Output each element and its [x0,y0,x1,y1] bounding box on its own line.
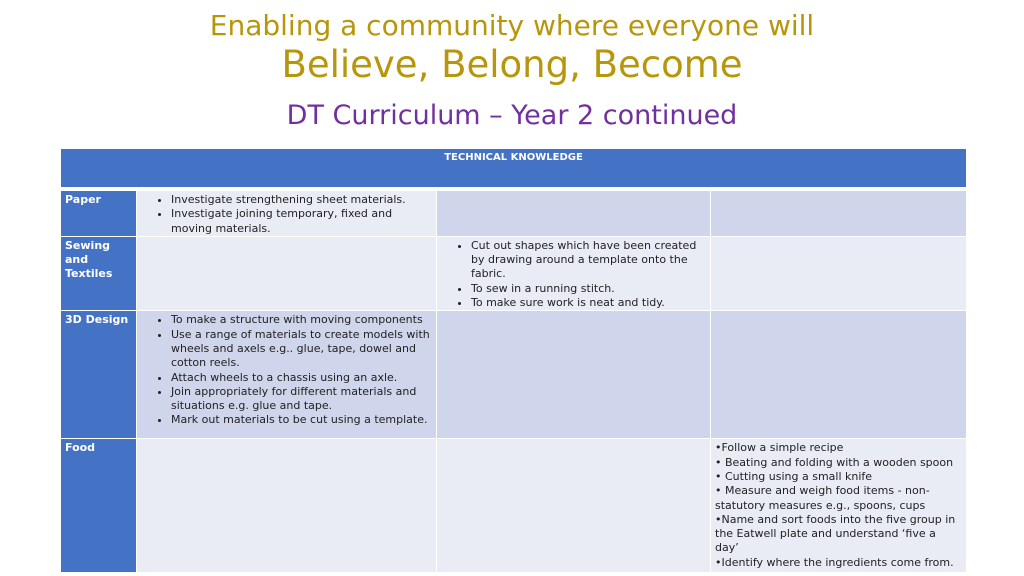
list-item: • Measure and weigh food items - non-statutory measures e.g., spoons, cups [715,484,930,512]
slide-subtitle: DT Curriculum – Year 2 continued [286,100,738,131]
list-item: • Investigate strengthening sheet materials. [171,193,436,207]
list-item: • Investigate joining temporary, fixed and moving materials. [171,207,436,236]
cell-3d-col1 [137,311,437,439]
table-heading: TECHNICAL KNOWLEDGE [61,149,967,188]
cell-sewing-col2 [437,236,711,310]
row-label-3d-design: 3D Design [61,311,137,439]
list-item: •Name and sort foods into the five group in the Eatwell plate and understand ‘five a day’ [715,512,956,555]
curriculum-table [60,148,967,573]
cell-3d-col2 [437,311,711,439]
cell-sewing-col1 [137,236,437,310]
row-label-food: Food [61,439,137,573]
cell-sewing-col3 [711,236,967,310]
list-item: • To make a structure with moving components [171,313,436,327]
cell-food-col1 [137,439,437,573]
list-item: • Beating and folding with a wooden spoon [715,455,954,469]
cell-paper-col1 [137,191,437,237]
table-row [61,439,967,573]
table-row [61,191,967,237]
list-item: • To sew in a running stitch. [471,282,710,296]
cell-food-col3 [711,439,967,573]
row-label-paper: Paper [61,191,137,237]
row-label-sewing: Sewing and Textiles [61,236,137,310]
table-row [61,311,967,439]
cell-paper-col2 [437,191,711,237]
list-item: • To make sure work is neat and tidy. [471,296,710,310]
list-item: • Use a range of materials to create models with wheels and axels e.g.. glue, tape, dowel and cotton reels. [171,328,436,371]
list-item: • Cut out shapes which have been created by drawing around a template onto the fabric. [471,239,710,282]
cell-paper-col3 [711,191,967,237]
list-item: • Mark out materials to be cut using a template. [171,413,436,427]
slide-title-line2: Believe, Belong, Become [281,43,743,86]
table-row [61,236,967,310]
slide-title-line1: Enabling a community where everyone will [209,9,815,42]
list-item: •Identify where the ingredients come from. [715,555,954,569]
cell-food-col2 [437,439,711,573]
list-item: •Follow a simple recipe [715,441,844,455]
list-item: • Cutting using a small knife [715,469,873,483]
cell-3d-col3 [711,311,967,439]
list-item: • Attach wheels to a chassis using an axle. [171,371,436,385]
list-item: • Join appropriately for different materials and situations e.g. glue and tape. [171,385,436,414]
